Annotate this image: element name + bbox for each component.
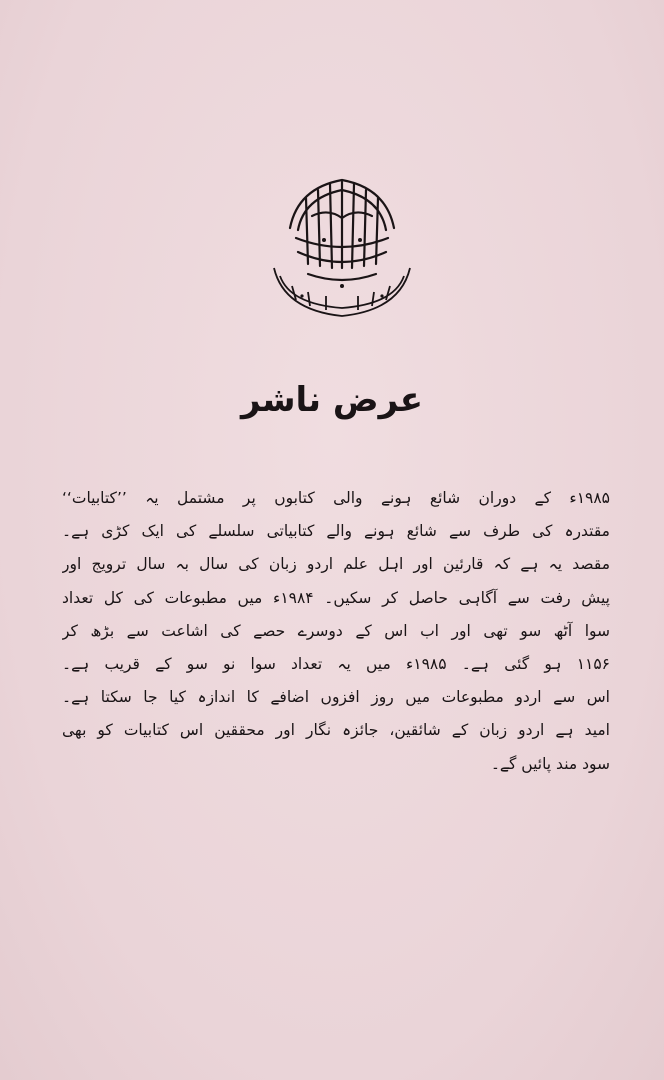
paragraph-line: امید ہے اردو زبان کے شائقین، جائزہ نگار اور محققین اس کتابیات کو بھی (62, 721, 610, 740)
paragraph-line: اس سے اردو مطبوعات میں روز افزوں اضافے کا اندازہ کیا جا سکتا ہے۔ (62, 688, 610, 707)
bismillah-calligraphy-icon (268, 168, 416, 338)
paragraph-line: سود مند پائیں گے۔ (490, 754, 610, 773)
page-title: عرض ناشر (240, 380, 424, 420)
paragraph-line: ۱۹۸۵ء کے دوران شائع ہونے والی کتابوں پر مشتمل یہ ’’کتابیات‘‘ (62, 489, 610, 507)
paragraph-line: مقصد یہ ہے کہ قارئین اور اہل علم اردو زبان کی سال بہ سال ترویج اور (62, 555, 610, 574)
paragraph-line: سوا آٹھ سو تھی اور اب اس کے دوسرے حصے کی اشاعت سے بڑھ کر (62, 621, 610, 640)
paragraph-line: پیش رفت سے آگاہی حاصل کر سکیں۔ ۱۹۸۴ء میں مطبوعات کی کل تعداد (62, 588, 610, 607)
publisher-note-paragraph (62, 482, 610, 781)
paragraph-line: مقتدرہ کی طرف سے شائع ہونے والے کتابیاتی سلسلے کی ایک کڑی ہے۔ (62, 522, 610, 541)
paragraph-line: ۱۱۵۶ ہو گئی ہے۔ ۱۹۸۵ء میں یہ تعداد سوا نو سو کے قریب ہے۔ (62, 655, 610, 674)
